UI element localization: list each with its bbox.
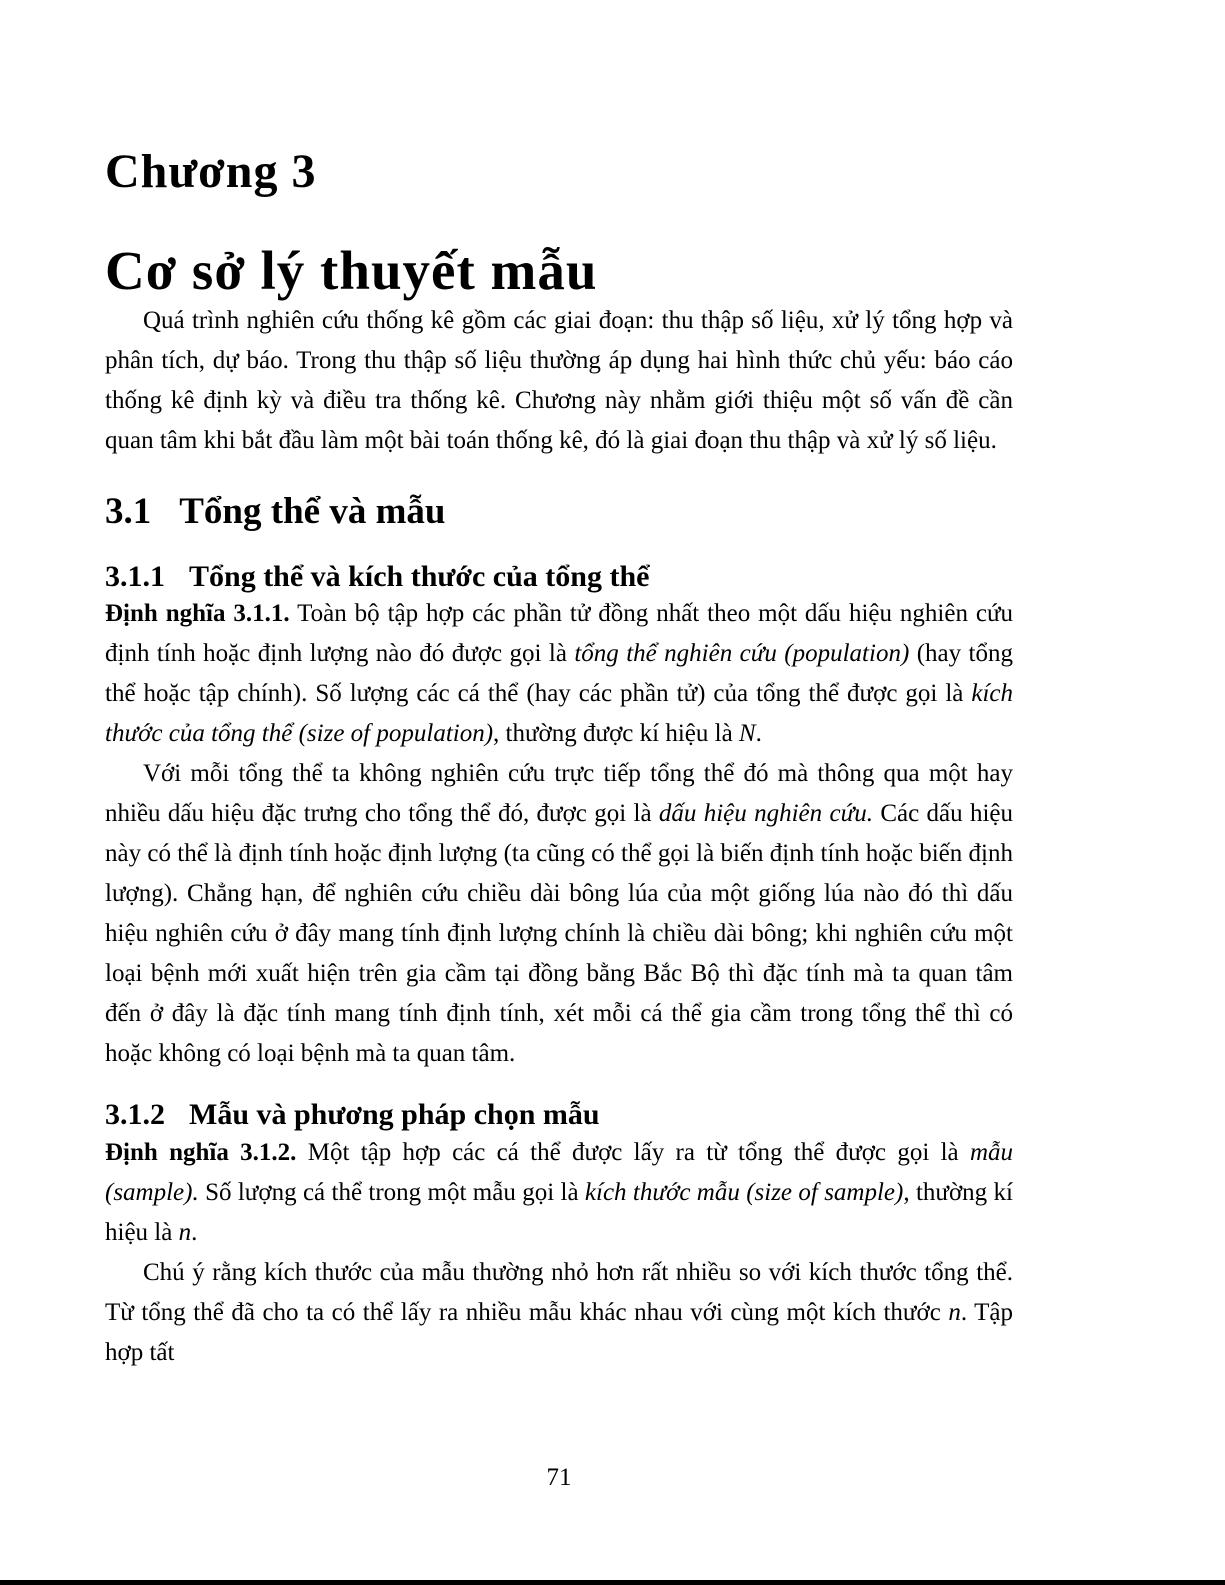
intro-paragraph — [105, 301, 1013, 461]
definition-3-1-2-paragraph — [105, 1133, 1013, 1253]
text-run: dấu hiệu nghiên cứu. — [658, 800, 873, 828]
section-number: 3.1 — [105, 491, 152, 533]
text-run: kích thước của tổng thể (size of population) — [105, 680, 1013, 748]
text-run: . Tập hợp tất — [105, 1298, 1013, 1366]
page-number: 71 — [546, 1464, 572, 1491]
research-signs-paragraph — [105, 754, 1013, 1074]
text-run: Định nghĩa 3.1.2. — [105, 1138, 297, 1166]
subsection-number: 3.1.2 — [105, 1098, 165, 1132]
text-block — [105, 0, 1013, 1373]
subsection-heading-3-1-2 — [105, 1098, 1013, 1133]
text-run: . — [191, 1218, 198, 1246]
text-run: Số lượng cá thể trong một mẫu gọi là — [198, 1178, 585, 1206]
text-run: , thường kí hiệu là — [105, 1178, 1013, 1246]
page-bottom-edge — [0, 1580, 1225, 1585]
text-run: kích thước mẫu (size of sample) — [584, 1178, 904, 1206]
text-run: Quá trình nghiên cứu thống kê gồm các giai đoạn: thu thập số liệu, xử lý tổng hợp và phân tích, dự báo. Trong thu thập số liệu thường áp dụng hai hình thức chủ yếu: báo cáo thống kê định kỳ và điều tra thống kê. Chương này nhằm giới thiệu một số vấn đề cần quan tâm khi bắt đầu làm một bài toán thống kê, đó là giai đoạn thu thập và xử lý số liệu. — [105, 307, 1013, 455]
text-run: , thường được kí hiệu là — [493, 720, 739, 748]
chapter-number: Chương 3 — [105, 145, 317, 198]
text-run: (hay tổng thể hoặc tập chính). Số lượng các cá thể (hay các phần tử) của tổng thể được gọi là — [105, 640, 1013, 708]
section-title: Tổng thể và mẫu — [179, 491, 446, 533]
text-run: Chú ý rằng kích thước của mẫu thường nhỏ hơn rất nhiều so với kích thước tổng thể. Từ tổng thể đã cho ta có thể lấy ra nhiều mẫu khác nhau với cùng một kích thước — [105, 1258, 1013, 1326]
text-run: n — [178, 1218, 192, 1246]
subsection-title: Mẫu và phương pháp chọn mẫu — [189, 1098, 600, 1132]
subsection-number: 3.1.1 — [105, 559, 165, 593]
subsection-heading-3-1-1 — [105, 560, 1013, 595]
text-run: Các dấu hiệu này có thể là định tính hoặc định lượng (ta cũng có thể gọi là biến định tính hoặc biến định lượng). Chẳng hạn, để nghiên cứu chiều dài bông lúa của một giống lúa nào đó thì dấu hiệu nghiên cứu ở đây mang tính định lượng chính là chiều dài bông; khi nghiên cứu một loại bệnh mới xuất hiện trên gia cầm tại đồng bằng Bắc Bộ thì đặc tính mà ta quan tâm đến ở đây là đặc tính mang tính định tính, xét mỗi cá thể gia cầm trong tổng thể thì có hoặc không có loại bệnh mà ta quan tâm. — [105, 800, 1013, 1068]
text-run: Định nghĩa 3.1.1. — [105, 600, 290, 628]
text-run: Với mỗi tổng thể ta không nghiên cứu trực tiếp tổng thể đó mà thông qua một hay nhiều dấu hiệu đặc trưng cho tổng thể đó, được gọi là — [105, 760, 1013, 828]
chapter-title: Cơ sở lý thuyết mẫu — [105, 239, 598, 301]
text-run: N — [738, 720, 756, 748]
note-paragraph — [105, 1253, 1013, 1373]
text-run: tổng thể nghiên cứu (population) — [574, 640, 910, 668]
section-heading-3-1 — [105, 491, 1013, 534]
text-run: n — [948, 1298, 961, 1326]
text-run: Một tập hợp các cá thể được lấy ra từ tổng thể được gọi là — [296, 1138, 970, 1166]
text-run: . — [755, 720, 762, 748]
text-run: mẫu (sample). — [105, 1138, 1013, 1206]
subsection-title: Tổng thể và kích thước của tổng thể — [189, 559, 650, 593]
text-run: Toàn bộ tập hợp các phần tử đồng nhất theo một dấu hiệu nghiên cứu định tính hoặc định lượng nào đó được gọi là — [105, 600, 1014, 668]
definition-3-1-1-paragraph — [105, 594, 1013, 754]
